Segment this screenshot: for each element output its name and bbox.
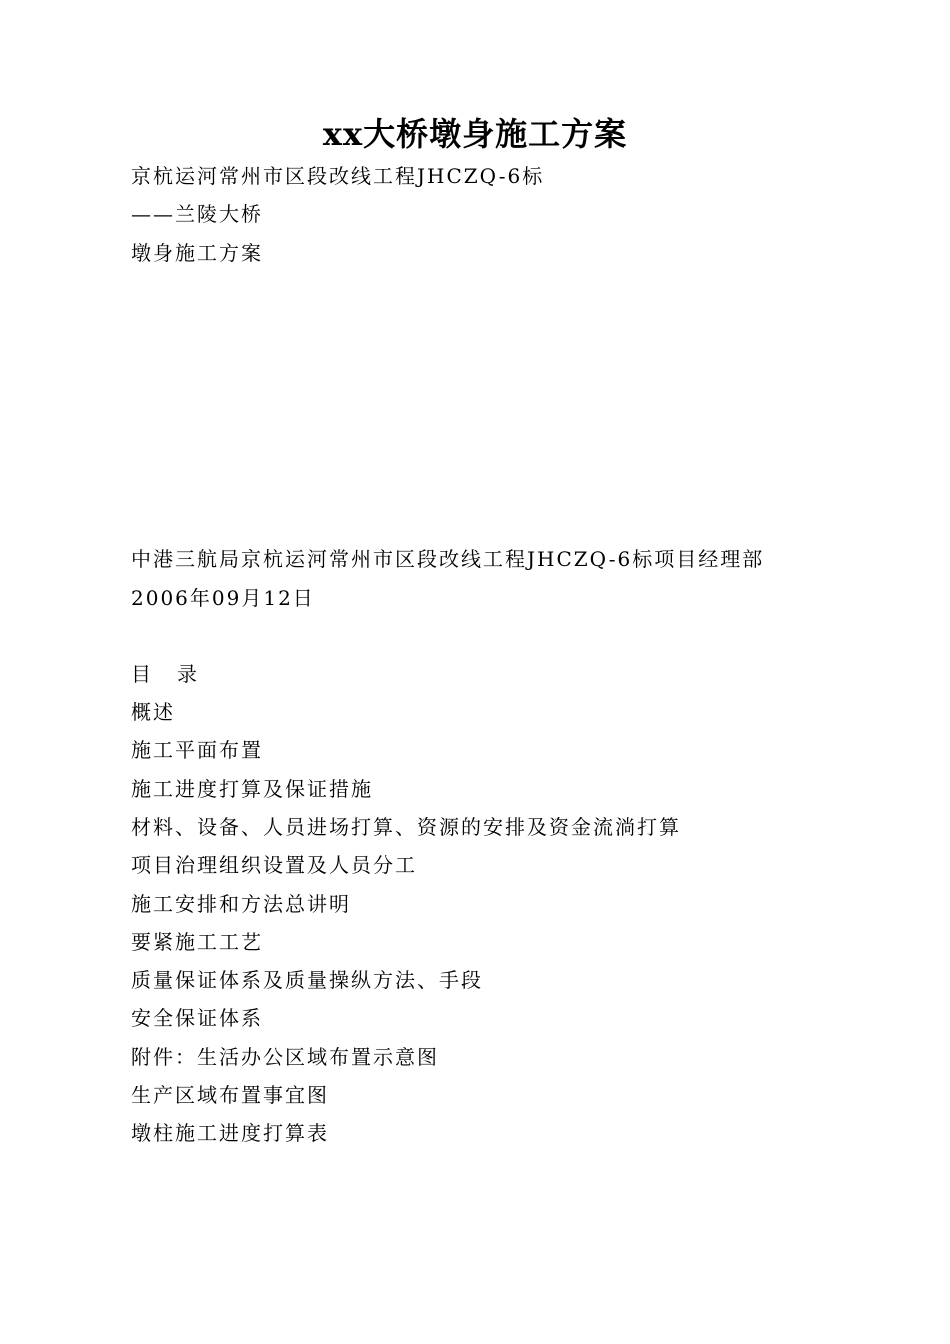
cover-bridge-line: ——兰陵大桥 xyxy=(131,202,263,226)
cover-project-line: 京杭运河常州市区段改线工程JHCZQ-6标 xyxy=(131,164,545,188)
toc-heading-left: 目 xyxy=(131,662,153,686)
toc-item: 材料、设备、人员进场打算、资源的安排及资金流淌打算 xyxy=(131,815,681,839)
toc-heading-right: 录 xyxy=(177,662,199,686)
cover-date: 2006年09月12日 xyxy=(131,586,315,610)
toc-item: 项目治理组织设置及人员分工 xyxy=(131,853,417,877)
cover-plan-line: 墩身施工方案 xyxy=(131,241,263,265)
toc-item: 施工安排和方法总讲明 xyxy=(131,892,351,916)
toc-item: 要紧施工工艺 xyxy=(131,930,263,954)
toc-item: 施工进度打算及保证措施 xyxy=(131,777,373,801)
document-title: xx大桥墩身施工方案 xyxy=(322,115,628,153)
toc-heading xyxy=(131,660,199,688)
toc-item: 墩柱施工进度打算表 xyxy=(131,1121,329,1145)
toc-item: 施工平面布置 xyxy=(131,738,263,762)
toc-item: 质量保证体系及质量操纵方法、手段 xyxy=(131,968,483,992)
toc-item: 安全保证体系 xyxy=(131,1006,263,1030)
cover-organization: 中港三航局京杭运河常州市区段改线工程JHCZQ-6标项目经理部 xyxy=(131,547,765,571)
toc-item: 附件：生活办公区域布置示意图 xyxy=(131,1045,439,1069)
toc-item: 生产区域布置事宜图 xyxy=(131,1083,329,1107)
toc-item: 概述 xyxy=(131,700,175,724)
